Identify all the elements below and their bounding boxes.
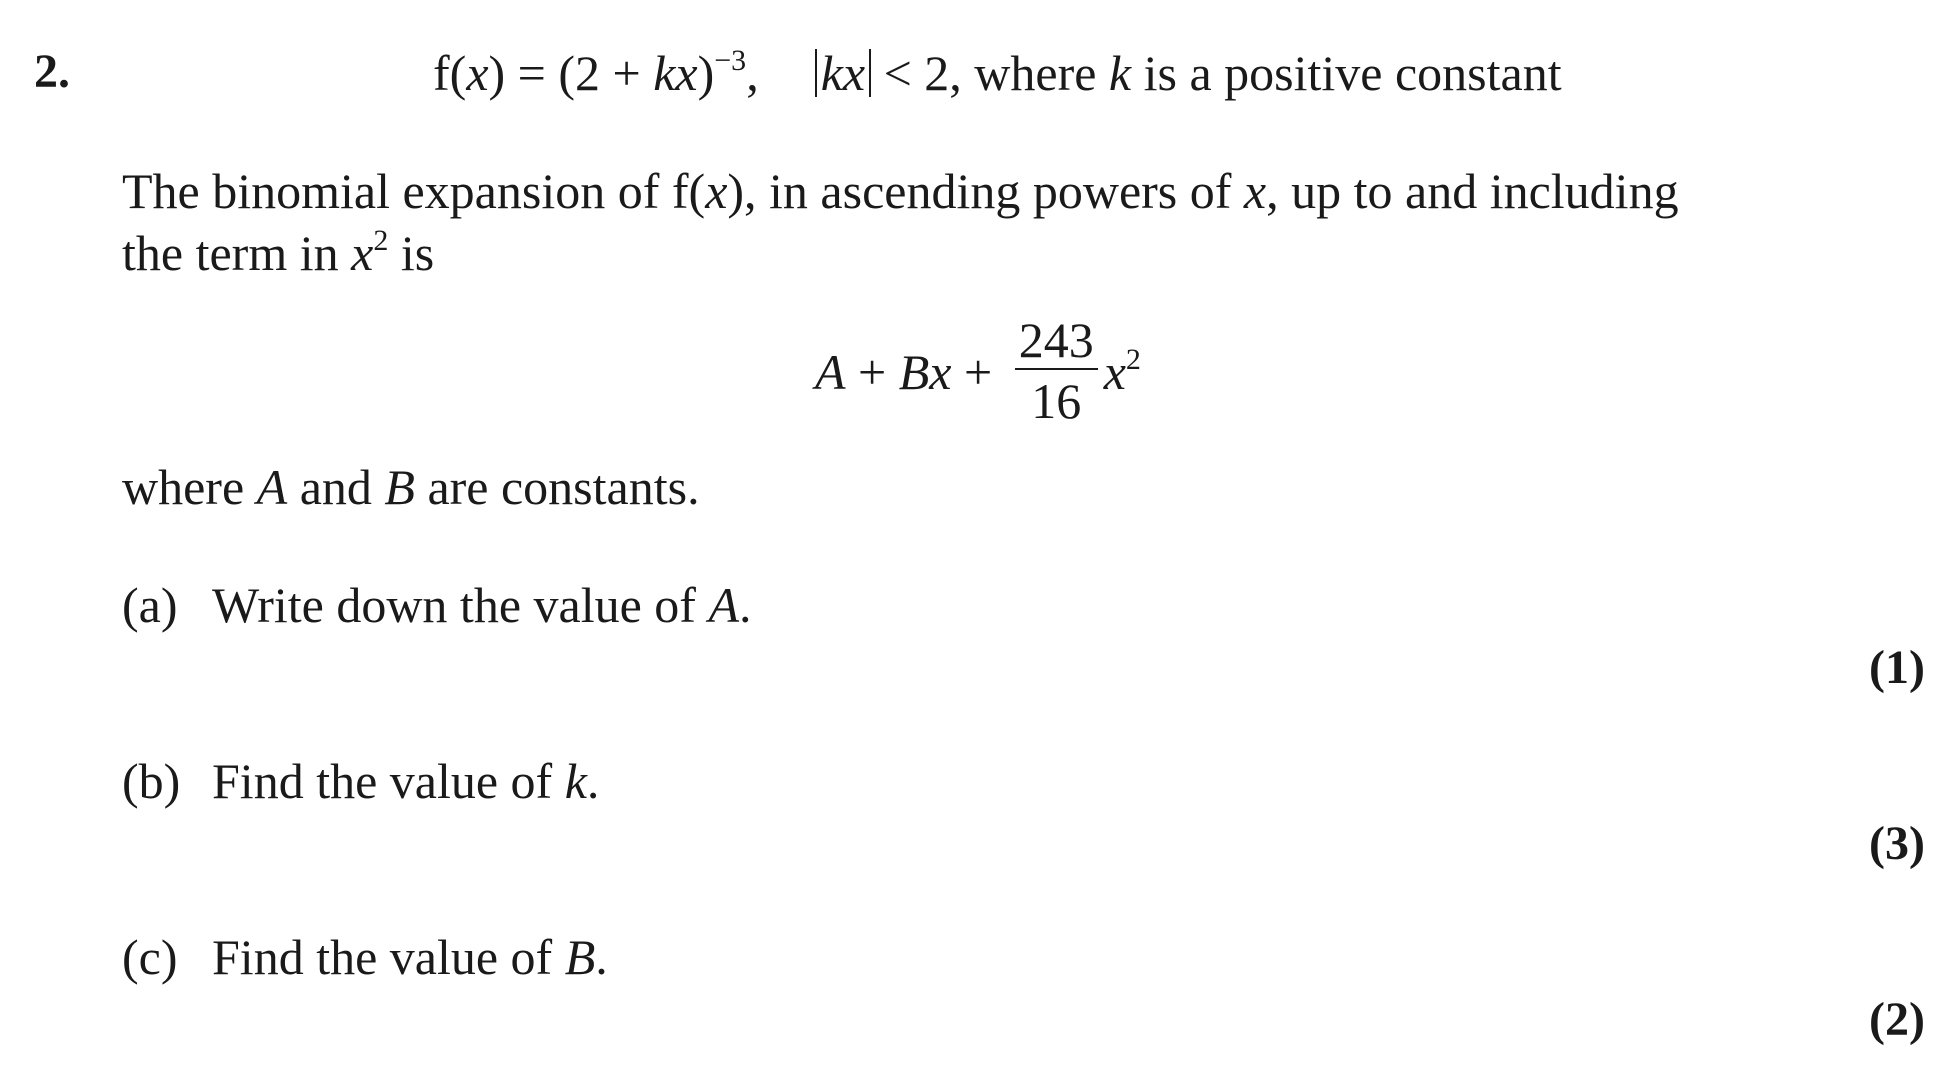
exp-plus-2: +	[951, 344, 1005, 400]
def-eq: ) = (2 +	[488, 45, 654, 101]
part-b	[122, 752, 599, 810]
question-number: 2.	[34, 45, 70, 98]
exp-A: A	[815, 344, 846, 400]
def-comma: ,	[746, 45, 759, 101]
abs-kx: kx	[815, 49, 871, 97]
part-a-marks: (1)	[1869, 641, 1925, 694]
part-b-text: Find the value of	[212, 753, 565, 809]
part-a-label: (a)	[122, 577, 178, 633]
fraction-denominator: 16	[1031, 373, 1082, 429]
part-a-text: Write down the value of	[212, 577, 709, 633]
where-A: A	[256, 459, 288, 515]
part-c-var: B	[564, 929, 596, 985]
intro-l2-exp: 2	[373, 224, 389, 257]
def-condition: < 2, where	[871, 45, 1109, 101]
exp-plus-1: +	[845, 344, 899, 400]
expansion-equation	[815, 312, 1141, 432]
where-b: and	[287, 459, 385, 515]
part-b-var: k	[564, 753, 587, 809]
exp-x-squared	[1104, 343, 1141, 401]
fraction-numerator: 243	[1018, 312, 1094, 368]
part-c-label: (c)	[122, 929, 178, 985]
function-definition	[433, 44, 1562, 102]
part-c	[122, 928, 608, 986]
part-a-var: A	[708, 577, 739, 633]
def-condition-tail: is a positive constant	[1131, 45, 1562, 101]
exp-x-power: 2	[1125, 343, 1141, 376]
fraction	[1015, 312, 1098, 432]
part-b-end: .	[586, 753, 600, 809]
def-x: x	[466, 45, 489, 101]
def-close: )	[697, 45, 715, 101]
intro-l2-x: x	[351, 225, 374, 281]
part-a	[122, 576, 751, 634]
intro-l1-b: ), in ascending powers of	[727, 163, 1244, 219]
def-f: f(	[433, 45, 467, 101]
intro-l1-a: The binomial expansion of f(	[122, 163, 706, 219]
intro-l1-x2: x	[1243, 163, 1267, 219]
def-exponent: −3	[714, 44, 747, 77]
exp-Bx: Bx	[898, 344, 952, 400]
def-kx: kx	[653, 45, 698, 101]
intro-l1-x: x	[705, 163, 728, 219]
intro-line-2	[122, 222, 1679, 284]
part-a-end: .	[738, 577, 752, 633]
intro-l1-c: , up to and including	[1266, 163, 1679, 219]
def-k: k	[1108, 45, 1132, 101]
part-c-text: Find the value of	[212, 929, 565, 985]
where-B: B	[384, 459, 415, 515]
exp-x: x	[1103, 344, 1126, 400]
part-c-end: .	[595, 929, 608, 985]
where-c: are constants.	[414, 459, 700, 515]
intro-l2-b: is	[388, 225, 435, 281]
part-b-marks: (3)	[1869, 817, 1925, 870]
intro-l2-a: the term in	[122, 225, 352, 281]
intro-paragraph	[122, 160, 1679, 284]
where-a: where	[122, 459, 257, 515]
part-c-marks: (2)	[1869, 993, 1925, 1046]
constants-statement	[122, 458, 700, 516]
intro-line-1	[122, 160, 1679, 222]
part-b-label: (b)	[122, 753, 181, 809]
